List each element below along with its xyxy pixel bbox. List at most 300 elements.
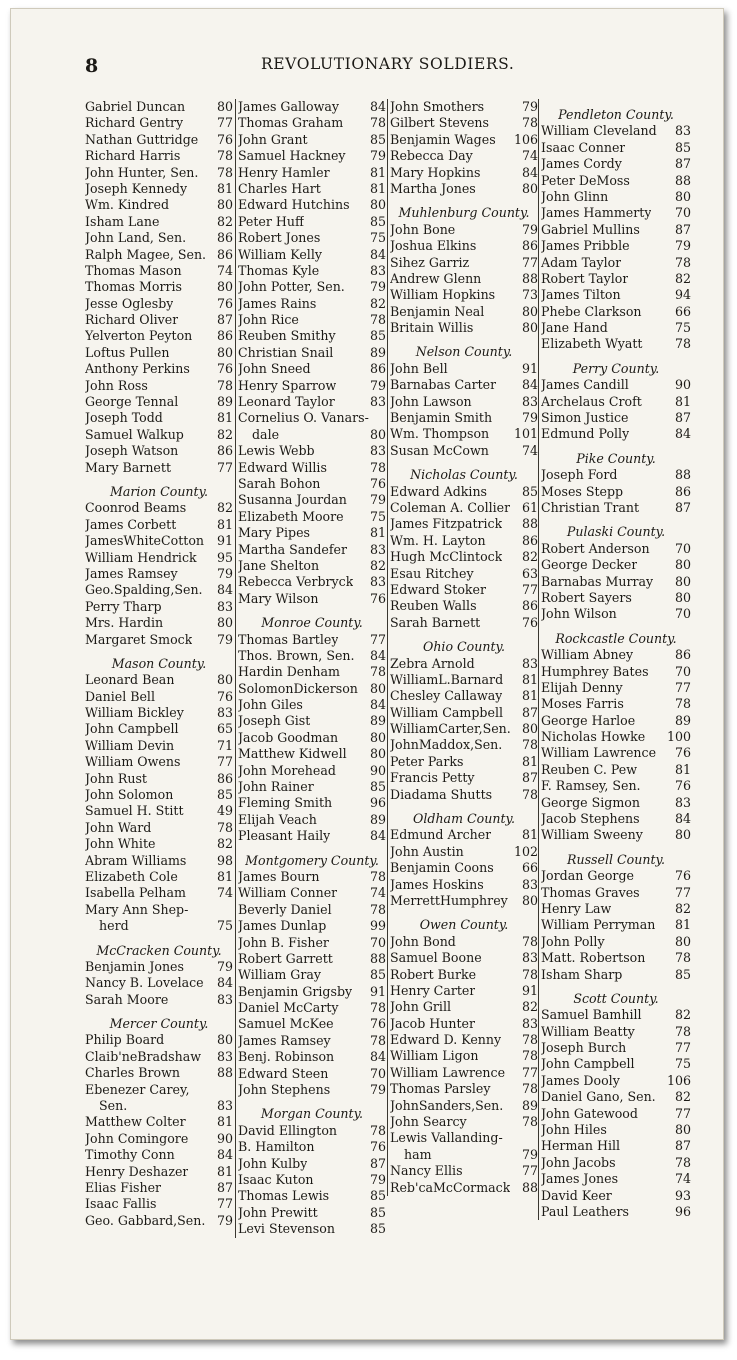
soldier-age: 82 — [674, 1089, 691, 1105]
soldier-entry — [541, 1106, 691, 1122]
soldier-age: 91 — [521, 360, 538, 376]
soldier-name: John Ward — [85, 819, 152, 835]
soldier-age: 81 — [216, 1163, 233, 1179]
soldier-entry — [390, 1163, 538, 1179]
soldier-entry — [390, 598, 538, 614]
soldier-entry — [238, 99, 386, 115]
soldier-age: 96 — [674, 1204, 691, 1219]
soldier-entry — [238, 509, 386, 525]
soldier-entry — [541, 1073, 691, 1089]
soldier-name: John Rice — [238, 312, 299, 328]
soldier-name: John Kulby — [238, 1155, 308, 1171]
soldier-name: Fleming Smith — [238, 795, 333, 811]
soldier-name: John Rust — [85, 770, 147, 786]
soldier-age: 81 — [369, 525, 386, 541]
soldier-entry — [238, 410, 386, 426]
soldier-name: Coonrod Beams — [85, 500, 187, 516]
soldier-name: Charles Hart — [238, 180, 321, 196]
soldier-name: Jane Shelton — [238, 557, 320, 573]
soldier-entry — [85, 427, 233, 443]
soldier-age: 79 — [369, 1172, 386, 1187]
soldier-entry — [85, 1032, 233, 1048]
soldier-age: 76 — [369, 1016, 386, 1032]
soldier-entry — [85, 279, 233, 295]
soldier-name: Christian Snail — [238, 344, 334, 360]
soldier-entry — [390, 787, 538, 803]
soldier-name: Beverly Daniel — [238, 901, 332, 917]
soldier-name: John Polly — [541, 933, 605, 949]
soldier-age: 81 — [521, 753, 538, 769]
soldier-entry — [390, 533, 538, 549]
soldier-age: 82 — [216, 426, 233, 442]
soldier-age: 90 — [674, 377, 691, 393]
soldier-name: Peter Huff — [238, 213, 304, 229]
soldier-age: 86 — [521, 532, 538, 548]
soldier-name: Nancy Ellis — [390, 1163, 463, 1179]
county-heading: Russell County. — [567, 851, 665, 867]
soldier-age: 82 — [674, 270, 691, 286]
soldier-age: 86 — [521, 598, 538, 614]
soldier-entry — [390, 860, 538, 876]
soldier-entry — [541, 1188, 691, 1204]
soldier-age: 75 — [674, 1056, 691, 1072]
soldier-name: Geo.Spalding,Sen. — [85, 582, 203, 598]
soldier-name: Loftus Pullen — [85, 344, 170, 360]
soldier-age: 84 — [674, 811, 691, 827]
soldier-age: 77 — [216, 115, 233, 131]
soldier-age: 78 — [674, 950, 691, 966]
soldier-entry — [85, 1164, 233, 1180]
soldier-age: 76 — [369, 1139, 386, 1155]
soldier-name: Robert Garrett — [238, 950, 333, 966]
soldier-name: John Land, Sen. — [85, 230, 187, 246]
soldier-entry — [85, 99, 233, 115]
soldier-entry — [541, 762, 691, 778]
soldier-entry — [85, 165, 233, 181]
soldier-entry — [238, 795, 386, 811]
column-3 — [387, 99, 538, 1196]
soldier-name: Jordan George — [541, 868, 634, 884]
soldier-name: Joseph Todd — [85, 410, 163, 426]
soldier-name: John Rainer — [238, 779, 314, 795]
soldier-age: 83 — [521, 1015, 538, 1031]
soldier-name: John Austin — [390, 843, 464, 859]
soldier-entry — [390, 672, 538, 688]
soldier-age: 80 — [674, 589, 691, 605]
soldier-entry — [390, 394, 538, 410]
soldier-entry — [238, 525, 386, 541]
soldier-name: William Ligon — [390, 1048, 479, 1064]
soldier-age: 87 — [674, 499, 691, 515]
soldier-entry — [85, 599, 233, 615]
soldier-name: Ralph Magee, Sen. — [85, 246, 207, 262]
soldier-entry — [85, 754, 233, 770]
soldier-name: Paul Leathers — [541, 1204, 629, 1219]
soldier-name: Matt. Robertson — [541, 950, 646, 966]
soldier-age: 80 — [216, 344, 233, 360]
soldier-name: Benjamin Wages — [390, 131, 496, 147]
soldier-name: James Rains — [238, 295, 317, 311]
soldier-entry — [85, 959, 233, 975]
soldier-name: James Tilton — [541, 287, 621, 303]
soldier-age: 79 — [216, 631, 233, 647]
soldier-age: 88 — [521, 270, 538, 286]
soldier-age: 85 — [369, 131, 386, 147]
soldier-name: Elias Fisher — [85, 1180, 162, 1195]
soldier-age: 78 — [369, 459, 386, 475]
soldier-name: Joseph Ford — [541, 467, 618, 483]
soldier-entry — [541, 205, 691, 221]
county-heading: Nelson County. — [415, 344, 513, 360]
soldier-entry — [238, 763, 386, 779]
soldier-age: 76 — [216, 295, 233, 311]
soldier-entry — [85, 1114, 233, 1130]
soldier-name: Leonard Bean — [85, 672, 175, 688]
soldier-age: 87 — [674, 221, 691, 237]
soldier-entry — [541, 1040, 691, 1056]
soldier-age: 83 — [674, 794, 691, 810]
soldier-entry — [85, 975, 233, 991]
soldier-age: 76 — [674, 778, 691, 794]
county-heading: Morgan County. — [260, 1106, 364, 1122]
soldier-entry — [390, 287, 538, 303]
soldier-name: Edward Adkins — [390, 483, 488, 499]
soldier-entry — [238, 591, 386, 607]
soldier-entry — [238, 885, 386, 901]
soldier-age: 78 — [521, 737, 538, 753]
soldier-entry — [238, 828, 386, 844]
soldier-name: William Bickley — [85, 705, 184, 721]
soldier-name: Gilbert Stevens — [390, 115, 489, 131]
soldier-name: John Hiles — [541, 1122, 607, 1138]
soldier-entry — [85, 853, 233, 869]
soldier-age: 83 — [369, 443, 386, 459]
soldier-name: Samuel McKee — [238, 1016, 334, 1032]
soldier-age: 78 — [674, 696, 691, 712]
soldier-age: 80 — [674, 827, 691, 843]
soldier-age: 80 — [216, 99, 233, 114]
soldier-name: Isaac Fallis — [85, 1196, 157, 1212]
soldier-age: 78 — [521, 933, 538, 949]
soldier-age: 74 — [521, 148, 538, 164]
soldier-age: 84 — [521, 164, 538, 180]
soldier-name: James Galloway — [238, 99, 340, 114]
soldier-entry — [390, 1114, 538, 1130]
soldier-entry — [541, 320, 691, 336]
soldier-age: 78 — [674, 254, 691, 270]
soldier-name: Mary Wilson — [238, 590, 319, 606]
soldier-age: 80 — [674, 573, 691, 589]
soldier-name: Joseph Kennedy — [85, 180, 188, 196]
soldier-entry — [541, 606, 691, 622]
soldier-age: 82 — [369, 295, 386, 311]
soldier-name: Reuben Walls — [390, 598, 477, 614]
soldier-name: Isaac Conner — [541, 139, 626, 155]
soldier-age: 91 — [521, 982, 538, 998]
soldier-age: 82 — [216, 500, 233, 516]
soldier-name: Edward Steen — [238, 1065, 329, 1081]
soldier-name: Martha Sandefer — [238, 541, 348, 557]
soldier-name: George Sigmon — [541, 794, 640, 810]
soldier-age: 84 — [369, 828, 386, 844]
soldier-name: Samuel Hackney — [238, 148, 346, 164]
soldier-entry — [238, 1066, 386, 1082]
soldier-entry — [238, 263, 386, 279]
soldier-name: JamesWhiteCotton — [85, 533, 205, 549]
soldier-entry — [390, 132, 538, 148]
soldier-name: Sen. — [99, 1098, 128, 1114]
soldier-age: 76 — [674, 868, 691, 884]
soldier-entry — [541, 967, 691, 983]
soldier-age: 78 — [521, 115, 538, 131]
soldier-age: 84 — [216, 582, 233, 598]
soldier-name: William Beatty — [541, 1023, 635, 1039]
soldier-name: Robert Burke — [390, 966, 477, 982]
soldier-name: John Bond — [390, 933, 456, 949]
soldier-age: 93 — [674, 1187, 691, 1203]
county-heading: Ohio County. — [423, 639, 505, 655]
soldier-name: JohnMaddox,Sen. — [390, 737, 503, 753]
soldier-entry — [238, 1000, 386, 1016]
soldier-entry — [85, 517, 233, 533]
soldier-entry — [390, 844, 538, 860]
soldier-age: 80 — [674, 933, 691, 949]
soldier-age: 90 — [216, 1130, 233, 1146]
soldier-name: James Hammerty — [541, 205, 652, 221]
soldier-age: 76 — [521, 614, 538, 630]
soldier-entry — [238, 1139, 386, 1155]
soldier-entry — [541, 140, 691, 156]
soldier-age: 88 — [521, 1179, 538, 1195]
soldier-entry — [390, 238, 538, 254]
soldier-name: Wm. H. Layton — [390, 532, 486, 548]
soldier-entry — [390, 1016, 538, 1032]
soldier-name: Jane Hand — [541, 320, 608, 336]
soldier-entry — [541, 426, 691, 442]
soldier-name: Cornelius O. Vanars- — [238, 410, 369, 426]
soldier-entry — [85, 582, 233, 598]
soldier-age: 90 — [369, 762, 386, 778]
soldier-entry — [238, 328, 386, 344]
soldier-entry — [238, 1188, 386, 1204]
soldier-age: 83 — [216, 991, 233, 1007]
soldier-name: William Sweeny — [541, 827, 643, 843]
soldier-entry — [390, 877, 538, 893]
soldier-name: Robert Taylor — [541, 270, 629, 286]
soldier-entry — [390, 484, 538, 500]
soldier-age: 95 — [216, 549, 233, 565]
soldier-age: 79 — [369, 279, 386, 295]
soldier-entry — [85, 721, 233, 737]
soldier-entry — [238, 935, 386, 951]
soldier-entry — [85, 148, 233, 164]
soldier-age: 89 — [674, 712, 691, 728]
soldier-entry — [238, 165, 386, 181]
soldier-name: Mrs. Hardin — [85, 615, 164, 631]
soldier-age: 77 — [216, 1196, 233, 1212]
soldier-name: Samuel Bamhill — [541, 1007, 642, 1023]
soldier-name: Esau Ritchey — [390, 565, 474, 581]
soldier-age: 88 — [369, 950, 386, 966]
county-heading: Monroe County. — [261, 615, 363, 631]
soldier-entry — [390, 566, 538, 582]
soldier-age: 81 — [369, 180, 386, 196]
soldier-name: John Grill — [390, 999, 452, 1015]
soldier-age: 78 — [369, 868, 386, 884]
soldier-entry — [85, 115, 233, 131]
soldier-age: 87 — [674, 156, 691, 172]
soldier-entry — [238, 902, 386, 918]
soldier-entry — [541, 541, 691, 557]
soldier-name: Barnabas Carter — [390, 377, 497, 393]
soldier-entry — [541, 680, 691, 696]
county-heading: Pulaski County. — [566, 524, 666, 540]
soldier-age: 78 — [521, 786, 538, 802]
soldier-name: Diadama Shutts — [390, 786, 493, 802]
soldier-entry — [85, 1213, 233, 1229]
soldier-name: Thomas Bartley — [238, 631, 339, 647]
soldier-name: Thomas Lewis — [238, 1188, 330, 1204]
soldier-entry — [541, 377, 691, 393]
soldier-name: Jacob Stephens — [541, 811, 640, 827]
soldier-name: Thomas Graves — [541, 884, 640, 900]
soldier-name: Rebecca Verbryck — [238, 574, 354, 590]
soldier-entry — [390, 426, 538, 442]
soldier-age: 84 — [369, 697, 386, 713]
soldier-age: 78 — [674, 1154, 691, 1170]
soldier-age: 80 — [369, 746, 386, 762]
soldier-age: 87 — [521, 704, 538, 720]
soldier-age: 77 — [521, 1064, 538, 1080]
soldier-name: Benjamin Neal — [390, 303, 485, 319]
soldier-name: Mary Barnett — [85, 459, 172, 475]
soldier-entry — [85, 378, 233, 394]
soldier-name: Elijah Denny — [541, 679, 623, 695]
soldier-entry — [238, 746, 386, 762]
soldier-name: WilliamL.Barnard — [390, 671, 504, 687]
soldier-name: Francis Petty — [390, 770, 475, 786]
soldier-name: Edmund Archer — [390, 827, 492, 843]
soldier-age: 86 — [216, 230, 233, 246]
soldier-entry — [541, 950, 691, 966]
soldier-age: 89 — [369, 713, 386, 729]
soldier-age: 77 — [521, 254, 538, 270]
soldier-name: Sarah Barnett — [390, 614, 481, 630]
soldier-entry — [238, 197, 386, 213]
soldier-age: 88 — [216, 1065, 233, 1081]
county-heading: Muhlenburg County. — [398, 205, 530, 221]
soldier-name: John Hunter, Sen. — [85, 164, 199, 180]
soldier-name: John Sneed — [238, 361, 311, 377]
soldier-entry — [85, 992, 233, 1008]
soldier-entry — [541, 917, 691, 933]
soldier-age: 77 — [674, 679, 691, 695]
soldier-age: 83 — [216, 598, 233, 614]
soldier-age: 89 — [521, 1097, 538, 1113]
county-heading: Mason County. — [111, 655, 207, 671]
soldier-name: Reb'caMcCormack — [390, 1179, 511, 1195]
soldier-name: Peter DeMoss — [541, 172, 630, 188]
soldier-age: 70 — [674, 540, 691, 556]
soldier-entry-continued — [390, 1147, 538, 1163]
running-head: REVOLUTIONARY SOLDIERS. — [261, 55, 515, 73]
soldier-name: Reuben Smithy — [238, 328, 336, 344]
soldier-entry — [390, 361, 538, 377]
soldier-age: 63 — [521, 565, 538, 581]
soldier-age: 79 — [369, 148, 386, 164]
soldier-name: William Cleveland — [541, 123, 657, 139]
soldier-age: 74 — [369, 885, 386, 901]
soldier-entry — [238, 115, 386, 131]
soldier-age: 84 — [369, 246, 386, 262]
soldier-age: 94 — [674, 287, 691, 303]
soldier-name: John Campbell — [541, 1056, 635, 1072]
soldier-name: John Stephens — [238, 1082, 331, 1098]
soldier-name: John B. Fisher — [238, 934, 329, 950]
soldier-entry — [238, 574, 386, 590]
soldier-entry — [85, 345, 233, 361]
soldier-name: Simon Justice — [541, 410, 629, 426]
soldier-name: William Kelly — [238, 246, 322, 262]
soldier-age: 88 — [521, 516, 538, 532]
soldier-age: 81 — [674, 393, 691, 409]
soldier-entry — [238, 1156, 386, 1172]
soldier-age: 88 — [674, 172, 691, 188]
soldier-age: 83 — [369, 574, 386, 590]
soldier-entry — [85, 705, 233, 721]
soldier-entry — [541, 696, 691, 712]
soldier-entry — [238, 181, 386, 197]
soldier-name: dale — [252, 426, 280, 442]
soldier-name: herd — [99, 918, 129, 934]
county-heading: Pendleton County. — [558, 107, 674, 122]
soldier-entry — [390, 688, 538, 704]
soldier-entry — [390, 181, 538, 197]
soldier-name: Hugh McClintock — [390, 549, 503, 565]
soldier-age: 49 — [216, 803, 233, 819]
soldier-name: Lewis Webb — [238, 443, 315, 459]
soldier-entry — [238, 681, 386, 697]
soldier-age: 80 — [521, 721, 538, 737]
soldier-name: Moses Farris — [541, 696, 624, 712]
soldier-entry — [390, 705, 538, 721]
soldier-age: 83 — [521, 950, 538, 966]
soldier-name: Jacob Goodman — [238, 729, 339, 745]
soldier-age: 79 — [216, 565, 233, 581]
soldier-name: Benjamin Smith — [390, 410, 493, 426]
soldier-entry — [85, 328, 233, 344]
soldier-entry — [390, 754, 538, 770]
soldier-name: John Gatewood — [541, 1105, 638, 1121]
soldier-age: 77 — [674, 1105, 691, 1121]
soldier-entry — [85, 1049, 233, 1065]
soldier-age: 81 — [674, 761, 691, 777]
soldier-name: Robert Anderson — [541, 540, 650, 556]
soldier-name: Coleman A. Collier — [390, 499, 511, 515]
soldier-age — [231, 902, 233, 918]
soldier-entry — [541, 795, 691, 811]
soldier-age: 76 — [369, 475, 386, 491]
soldier-age: 78 — [674, 336, 691, 352]
soldier-age: 78 — [216, 148, 233, 164]
county-heading: Pike County. — [576, 450, 656, 466]
soldier-name: Andrew Glenn — [390, 270, 482, 286]
soldier-age: 76 — [216, 361, 233, 377]
soldier-entry — [238, 697, 386, 713]
soldier-name: John Comingore — [85, 1130, 189, 1146]
soldier-age: 79 — [521, 99, 538, 114]
soldier-name: Isaac Kuton — [238, 1172, 314, 1187]
